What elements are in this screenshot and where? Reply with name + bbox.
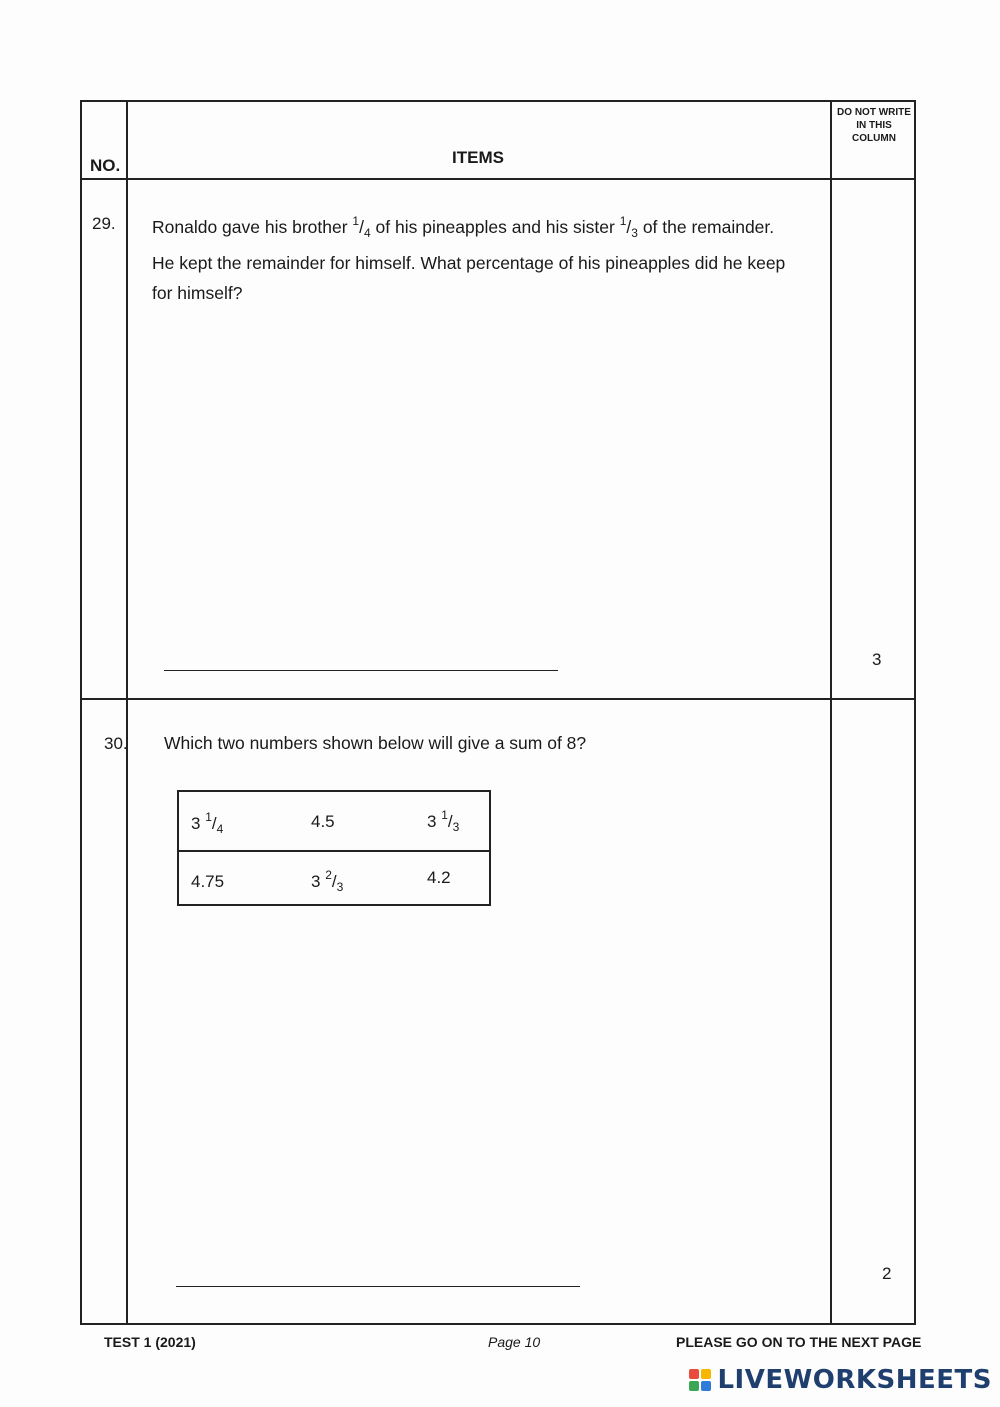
number-cell-4-2: 4.2 — [427, 868, 451, 887]
question-30-answer-line[interactable] — [176, 1286, 580, 1287]
fraction-numerator: 1 — [441, 808, 448, 822]
question-29-marks: 3 — [872, 650, 882, 669]
footer-test-label: TEST 1 (2021) — [104, 1334, 196, 1350]
fraction-numerator: 1 — [205, 810, 212, 824]
number-cell-mixed-3-2-3: 3 $^2/_3$ — [311, 868, 344, 894]
liveworksheets-icon — [689, 1369, 711, 1391]
liveworksheets-logo — [689, 1365, 992, 1395]
numbers-table — [177, 790, 491, 906]
logo-square-blue — [701, 1381, 711, 1391]
number-column-divider — [126, 102, 128, 1323]
fraction-one-quarter: $^1/_4$ — [352, 214, 371, 240]
question-30-marks: 2 — [882, 1264, 892, 1283]
fraction-numerator: 1 — [619, 214, 627, 228]
logo-square-red — [689, 1369, 699, 1379]
fraction-denominator: 3 — [631, 226, 638, 240]
whole-part: 3 — [427, 812, 437, 831]
question-30-number: 30. — [104, 734, 128, 753]
question-30-text: Which two numbers shown below will give a sum of 8? — [164, 733, 587, 753]
question-29-text-part-c: of the remainder. He kept the remainder for himself. What percentage of his pineapples did he keep for himself? — [152, 217, 786, 303]
number-cell-4-75: 4.75 — [191, 872, 225, 891]
whole-part: 3 — [191, 814, 201, 833]
fraction-denominator: 3 — [336, 880, 344, 894]
fraction-numerator: 2 — [325, 868, 332, 882]
numbers-table-row-divider — [179, 850, 489, 852]
question-29-text-part-a: Ronaldo gave his brother — [152, 217, 353, 237]
fraction-denominator: 4 — [216, 822, 224, 836]
number-cell-mixed-3-1-3: 3 $^1/_3$ — [427, 808, 460, 834]
question-divider — [82, 698, 914, 700]
footer-page-number: Page 10 — [488, 1334, 541, 1350]
fraction-numerator: 1 — [352, 214, 360, 228]
number-cell-mixed-3-1-4: 3 $^1/_4$ — [191, 810, 224, 836]
header-items: ITEMS — [452, 148, 504, 167]
question-29-text-part-b: of his pineapples and his sister — [370, 217, 620, 237]
fraction-one-third: $^1/_3$ — [619, 214, 638, 240]
question-29-number: 29. — [92, 214, 116, 233]
marks-column-divider — [830, 102, 832, 1323]
footer-next-page: PLEASE GO ON TO THE NEXT PAGE — [676, 1334, 922, 1350]
logo-square-green — [689, 1381, 699, 1391]
number-cell-4-5: 4.5 — [311, 812, 335, 831]
whole-part: 3 — [311, 872, 321, 891]
header-divider — [82, 178, 914, 180]
question-29-text — [152, 206, 792, 308]
exam-table — [80, 100, 916, 1325]
header-do-not-write: DO NOT WRITE IN THIS COLUMN — [837, 107, 911, 144]
header-no: NO. — [90, 156, 121, 175]
fraction-denominator: 4 — [363, 226, 371, 240]
question-29-answer-line[interactable] — [164, 670, 558, 671]
logo-square-yellow — [701, 1369, 711, 1379]
liveworksheets-wordmark: LIVEWORKSHEETS — [717, 1365, 992, 1395]
fraction-denominator: 3 — [452, 820, 460, 834]
